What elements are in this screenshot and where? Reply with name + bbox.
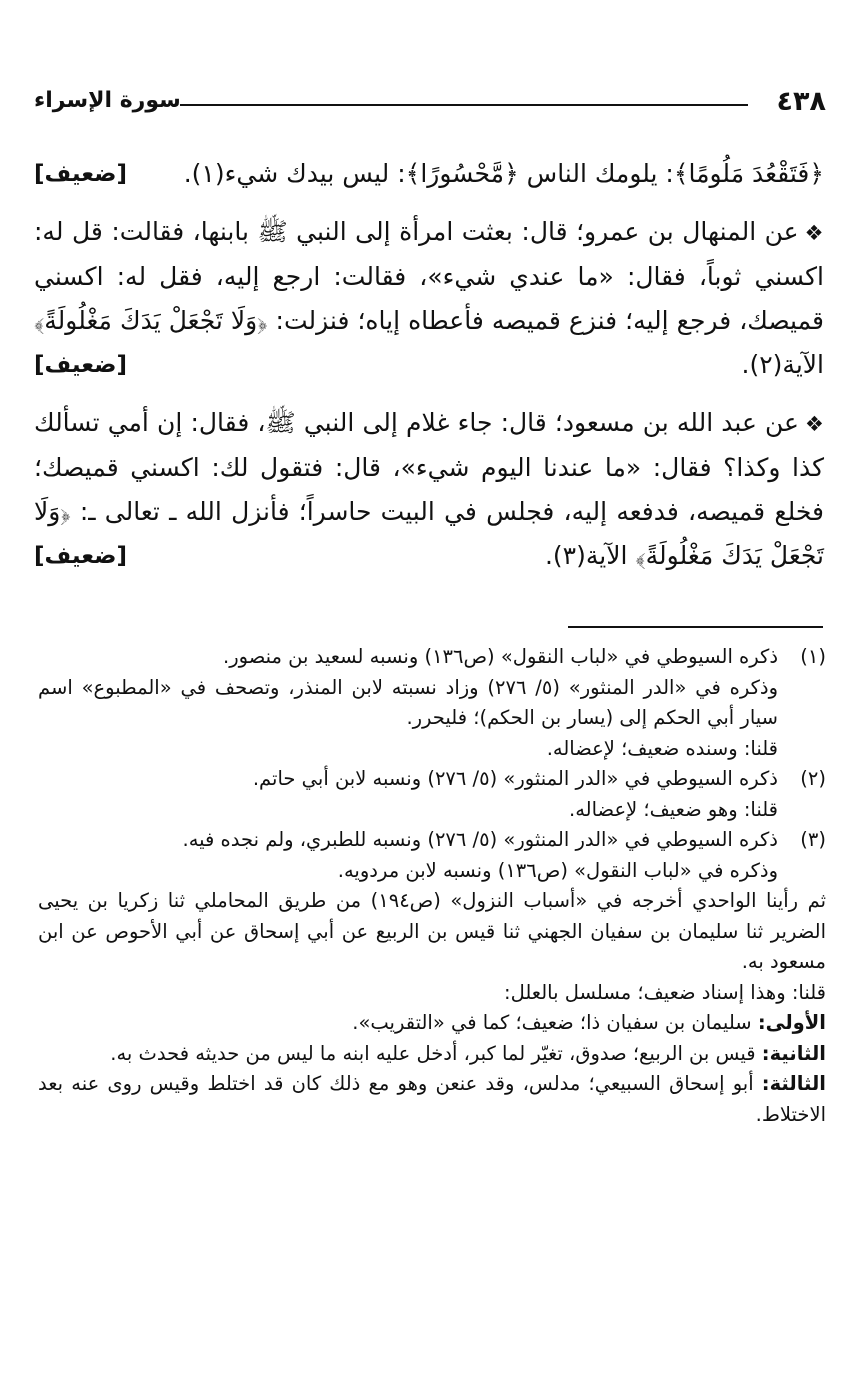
footnote-paragraph: قلنا: وهذا إسناد ضعيف؛ مسلسل بالعلل: [504, 980, 826, 1004]
footnote-2 [38, 764, 826, 825]
diamond-marker-icon: ❖ [804, 221, 825, 245]
footnote-paragraph [38, 1008, 826, 1039]
main-text [34, 152, 824, 592]
footnote-line: قلنا: وسنده ضعيف؛ لإعضاله. [546, 736, 778, 760]
paragraph-text: عن المنهال بن عمرو؛ قال: بعثت امرأة إلى النبي ﷺ بابنها، فقالت: قل له: اكسني ثوباً، فقال: «ما عندي شيء»، فقالت: ارجع إليه، فقل له: اكسني قميصك، فرجع إليه؛ فنزع قميصه فأعطاه إياه؛ فنزلت: ﴿وَلَا تَجْعَلْ يَدَكَ مَغْلُولَةً﴾ الآية(٢). [34, 217, 824, 379]
grade-label: [ضعيف] [34, 161, 128, 187]
footnote-line: ذكره السيوطي في «الدر المنثور» (٥/ ٢٧٦) ونسبه لابن أبي حاتم. [252, 767, 778, 790]
footnote-paragraph [38, 1069, 826, 1130]
point-text: قيس بن الربيع؛ صدوق، تغيّر لما كبر، أدخل عليه ابنه ما ليس من حديثه فحدث به. [110, 1041, 762, 1065]
footnote-paragraph: ثم رأينا الواحدي أخرجه في «أسباب النزول» (ص١٩٤) من طريق المحاملي ثنا زكريا بن يحيى الضرير ثنا سليمان بن سفيان الجهني ثنا قيس بن الربيع عن أبي إسحاق عن أبي الأحوص عن ابن مسعود به. [38, 889, 827, 973]
footnote-line: وذكره في «لباب النقول» (ص١٣٦) ونسبه لابن مردويه. [337, 858, 778, 882]
footnote-line: ذكره السيوطي في «لباب النقول» (ص١٣٦) ونسبه لسعيد بن منصور. [223, 645, 778, 668]
footnote-number: (٢) [800, 767, 826, 790]
footnote-paragraph [38, 1039, 826, 1070]
footnotes [38, 642, 826, 1130]
footnote-1 [38, 642, 826, 764]
paragraph-text: عن عبد الله بن مسعود؛ قال: جاء غلام إلى النبي ﷺ، فقال: إن أمي تسألك كذا وكذا؟ فقال: «ما عندنا اليوم شيء»، قال: فتقول لك: اكسني قميصك؛ فخلع قميصه، فدفعه إليه، فجلس في البيت حاسراً؛ فأنزل الله ـ تعالى ـ: ﴿وَلَا تَجْعَلْ يَدَكَ مَغْلُولَةً﴾ الآية(٣). [34, 408, 824, 570]
footnote-number: (١) [800, 645, 826, 668]
sura-title: سورة الإسراء [34, 88, 181, 113]
point-text: أبو إسحاق السبيعي؛ مدلس، وقد عنعن وهو مع ذلك كان قد اختلط وقيس روى عنه بعد الاختلاط. [38, 1072, 826, 1126]
footnote-number: (٣) [800, 828, 826, 851]
paragraph-text: ﴿فَتَقْعُدَ مَلُومًا﴾: يلومك الناس ﴿مَّحْسُورًا﴾: ليس بيدك شيء(١). [183, 159, 824, 188]
paragraph-3 [34, 401, 824, 578]
page-header [30, 88, 830, 124]
paragraph-1 [34, 152, 824, 196]
footnote-3 [38, 825, 826, 886]
footnote-line: ذكره السيوطي في «الدر المنثور» (٥/ ٢٧٦) ونسبه للطبري، ولم نجده فيه. [182, 828, 778, 851]
header-rule [180, 104, 748, 106]
footnote-separator [568, 626, 823, 628]
point-label: الأولى: [757, 1011, 826, 1034]
point-label: الثالثة: [761, 1072, 826, 1095]
page-number: ٤٣٨ [776, 86, 826, 117]
diamond-marker-icon: ❖ [804, 412, 824, 436]
grade-label: [ضعيف] [34, 543, 128, 569]
point-label: الثانية: [761, 1041, 826, 1065]
paragraph-2 [34, 210, 824, 387]
footnote-line: وذكره في «الدر المنثور» (٥/ ٢٧٦) وزاد نسبته لابن المنذر، وتصحف في «المطبوع» اسم سيار أبي الحكم إلى (يسار بن الحكم)؛ فليحرر. [38, 675, 778, 729]
footnote-line: قلنا: وهو ضعيف؛ لإعضاله. [569, 797, 778, 821]
grade-label: [ضعيف] [34, 352, 128, 378]
point-text: سليمان بن سفيان ذا؛ ضعيف؛ كما في «التقريب». [352, 1011, 758, 1034]
